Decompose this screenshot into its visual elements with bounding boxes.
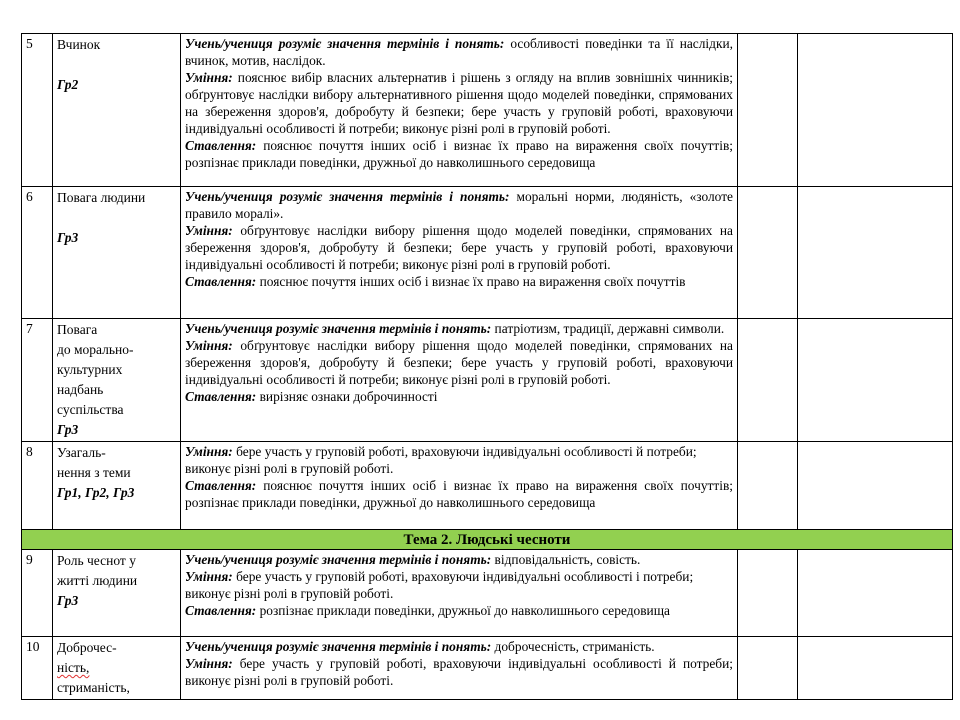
outcome-paragraph xyxy=(185,35,733,69)
blank-cell-1 xyxy=(738,442,798,530)
outcome-text: виконує різні ролі в груповій роботі. xyxy=(185,586,394,601)
group-label: Гр1, Гр2, Гр3 xyxy=(57,485,135,500)
blank-cell-1 xyxy=(738,637,798,700)
lead-in-label: Ставлення: xyxy=(185,389,257,404)
topic-line xyxy=(57,55,176,75)
topic-line: надбань xyxy=(57,382,104,397)
table-row xyxy=(22,34,953,187)
topic-line: Узагаль- xyxy=(57,445,106,460)
lead-in-label: Уміння: xyxy=(185,656,233,671)
outcome-text: розпізнає приклади поведінки, дружньої до навколишнього середовища xyxy=(256,603,670,618)
lead-in-label: Учень/учениця розуміє значення термінів і понять: xyxy=(185,639,492,654)
outcome-paragraph xyxy=(185,320,733,337)
topic-line: стриманість, xyxy=(57,680,130,695)
row-number-cell xyxy=(22,187,53,319)
topic-line: Повага xyxy=(57,322,98,337)
lead-in-label: Учень/учениця розуміє значення термінів і понять: xyxy=(185,189,510,204)
topic-line xyxy=(57,208,176,228)
outcome-paragraph xyxy=(185,551,733,568)
lead-in-label: Ставлення: xyxy=(185,603,257,618)
outcome-paragraph xyxy=(185,222,733,273)
outcome-text: бере участь у груповій роботі, враховуючи індивідуальні особливості і потреби; xyxy=(232,569,694,584)
row-number-cell xyxy=(22,34,53,187)
outcome-paragraph xyxy=(185,69,733,137)
outcome-text: пояснює почуття інших осіб і визнає їх право на вираження своїх почуттів; розпізнає приклади поведінки, дружньої до навколишнього середовища xyxy=(185,478,733,510)
outcome-paragraph xyxy=(185,460,733,477)
row-number-cell xyxy=(22,319,53,442)
outcome-text: доброчесність, стриманість. xyxy=(491,639,655,654)
outcome-paragraph xyxy=(185,337,733,388)
curriculum-table-body xyxy=(22,34,953,700)
topic-line: Вчинок xyxy=(57,37,101,52)
blank-cell-1 xyxy=(738,187,798,319)
blank-cell-1 xyxy=(738,34,798,187)
blank-cell-2 xyxy=(798,187,953,319)
outcome-paragraph xyxy=(185,443,733,460)
lead-in-label: Уміння: xyxy=(185,569,233,584)
outcomes-cell xyxy=(181,637,738,700)
topic-cell xyxy=(53,550,181,637)
topic-cell xyxy=(53,187,181,319)
lead-in-label: Учень/учениця розуміє значення термінів і понять: xyxy=(185,321,492,336)
topic-line: суспільства xyxy=(57,402,124,417)
outcomes-cell xyxy=(181,187,738,319)
topic-cell xyxy=(53,637,181,700)
row-number: 5 xyxy=(26,36,33,51)
topic-line: до морально- xyxy=(57,342,134,357)
outcome-paragraph xyxy=(185,477,733,511)
outcome-text: обґрунтовує наслідки вибору рішення щодо моделей поведінки, спрямованих на збереження здоров'я, добробуту й безпеки; бере участь у груповій роботі, враховуючи індивідуальні особливості й потреби; виконує різні ролі в груповій роботі. xyxy=(185,223,733,272)
blank-cell-2 xyxy=(798,637,953,700)
group-label: Гр2 xyxy=(57,77,79,92)
outcome-text: відповідальність, совість. xyxy=(491,552,641,567)
blank-cell-2 xyxy=(798,319,953,442)
lead-in-label: Учень/учениця розуміє значення термінів і понять: xyxy=(185,36,505,51)
outcome-text: пояснює почуття інших осіб і визнає їх право на вираження своїх почуттів xyxy=(256,274,686,289)
outcome-paragraph xyxy=(185,568,733,585)
outcome-text: обґрунтовує наслідки вибору рішення щодо моделей поведінки, спрямованих на збереження здоров'я, добробуту й безпеки; бере участь у груповій роботі, враховуючи індивідуальні особливості й потреби; виконує різні ролі в груповій роботі. xyxy=(185,338,733,387)
outcome-paragraph xyxy=(185,638,733,655)
outcome-paragraph xyxy=(185,655,733,689)
lead-in-label: Уміння: xyxy=(185,223,233,238)
blank-cell-1 xyxy=(738,550,798,637)
outcome-text: пояснює почуття інших осіб і визнає їх право на вираження своїх почуттів; розпізнає приклади поведінки, дружньої до навколишнього середовища xyxy=(185,138,733,170)
outcome-paragraph xyxy=(185,602,733,619)
table-row xyxy=(22,442,953,530)
outcome-text: патріотизм, традиції, державні символи. xyxy=(491,321,725,336)
outcome-text: вирізняє ознаки доброчинності xyxy=(256,389,438,404)
outcome-text: бере участь у груповій роботі, враховуючи індивідуальні особливості й потреби; xyxy=(232,444,697,459)
outcome-paragraph xyxy=(185,273,733,290)
curriculum-table xyxy=(21,33,953,700)
blank-cell-2 xyxy=(798,34,953,187)
outcome-text: виконує різні ролі в груповій роботі. xyxy=(185,461,394,476)
lead-in-label: Ставлення: xyxy=(185,274,257,289)
row-number-cell xyxy=(22,442,53,530)
topic-line: культурних xyxy=(57,362,123,377)
blank-cell-2 xyxy=(798,442,953,530)
outcomes-cell xyxy=(181,442,738,530)
section-band xyxy=(22,530,953,550)
table-row xyxy=(22,187,953,319)
topic-line: ність, xyxy=(57,660,90,675)
table-row xyxy=(22,319,953,442)
outcome-paragraph xyxy=(185,188,733,222)
section-band-cell xyxy=(22,530,953,550)
table-row xyxy=(22,637,953,700)
section-band-label: Тема 2. Людські чесноти xyxy=(403,531,571,548)
table-row xyxy=(22,550,953,637)
outcome-paragraph xyxy=(185,585,733,602)
row-number: 6 xyxy=(26,189,33,204)
topic-line: нення з теми xyxy=(57,465,131,480)
outcome-text: бере участь у груповій роботі, враховуючи індивідуальні особливості й потреби; виконує різні ролі в груповій роботі. xyxy=(185,656,733,688)
topic-line: Повага людини xyxy=(57,190,146,205)
topic-cell xyxy=(53,442,181,530)
outcome-text: особливості поведінки та її наслідки, вчинок, мотив, наслідок. xyxy=(185,36,733,68)
topic-cell xyxy=(53,319,181,442)
row-number: 8 xyxy=(26,444,33,459)
outcomes-cell xyxy=(181,319,738,442)
row-number-cell xyxy=(22,637,53,700)
lead-in-label: Ставлення: xyxy=(185,478,257,493)
outcome-text: пояснює вибір власних альтернатив і рішень з огляду на вплив зовнішніх чинників; обґрунтовує наслідки вибору альтернативного рішення щодо моделей поведінки, спрямованих на збереження здоров'я, добробуту й безпеки; бере участь у груповій роботі, враховуючи індивідуальні особливості й потреби; виконує різні ролі в груповій роботі. xyxy=(185,70,733,136)
blank-cell-1 xyxy=(738,319,798,442)
outcomes-cell xyxy=(181,34,738,187)
row-number: 10 xyxy=(26,639,40,654)
topic-line: житті людини xyxy=(57,573,138,588)
outcome-paragraph xyxy=(185,388,733,405)
group-label: Гр3 xyxy=(57,230,79,245)
row-number: 7 xyxy=(26,321,33,336)
topic-line: Роль чеснот у xyxy=(57,553,136,568)
row-number-cell xyxy=(22,550,53,637)
outcomes-cell xyxy=(181,550,738,637)
group-label: Гр3 xyxy=(57,593,79,608)
topic-line: Доброчес- xyxy=(57,640,117,655)
lead-in-label: Уміння: xyxy=(185,444,233,459)
outcome-text: моральні норми, людяність, «золоте правило моралі». xyxy=(185,189,734,221)
group-label: Гр3 xyxy=(57,422,79,437)
outcome-paragraph xyxy=(185,137,733,171)
topic-cell xyxy=(53,34,181,187)
lead-in-label: Ставлення: xyxy=(185,138,257,153)
lead-in-label: Уміння: xyxy=(185,338,233,353)
lead-in-label: Учень/учениця розуміє значення термінів і понять: xyxy=(185,552,492,567)
blank-cell-2 xyxy=(798,550,953,637)
row-number: 9 xyxy=(26,552,33,567)
lead-in-label: Уміння: xyxy=(185,70,233,85)
